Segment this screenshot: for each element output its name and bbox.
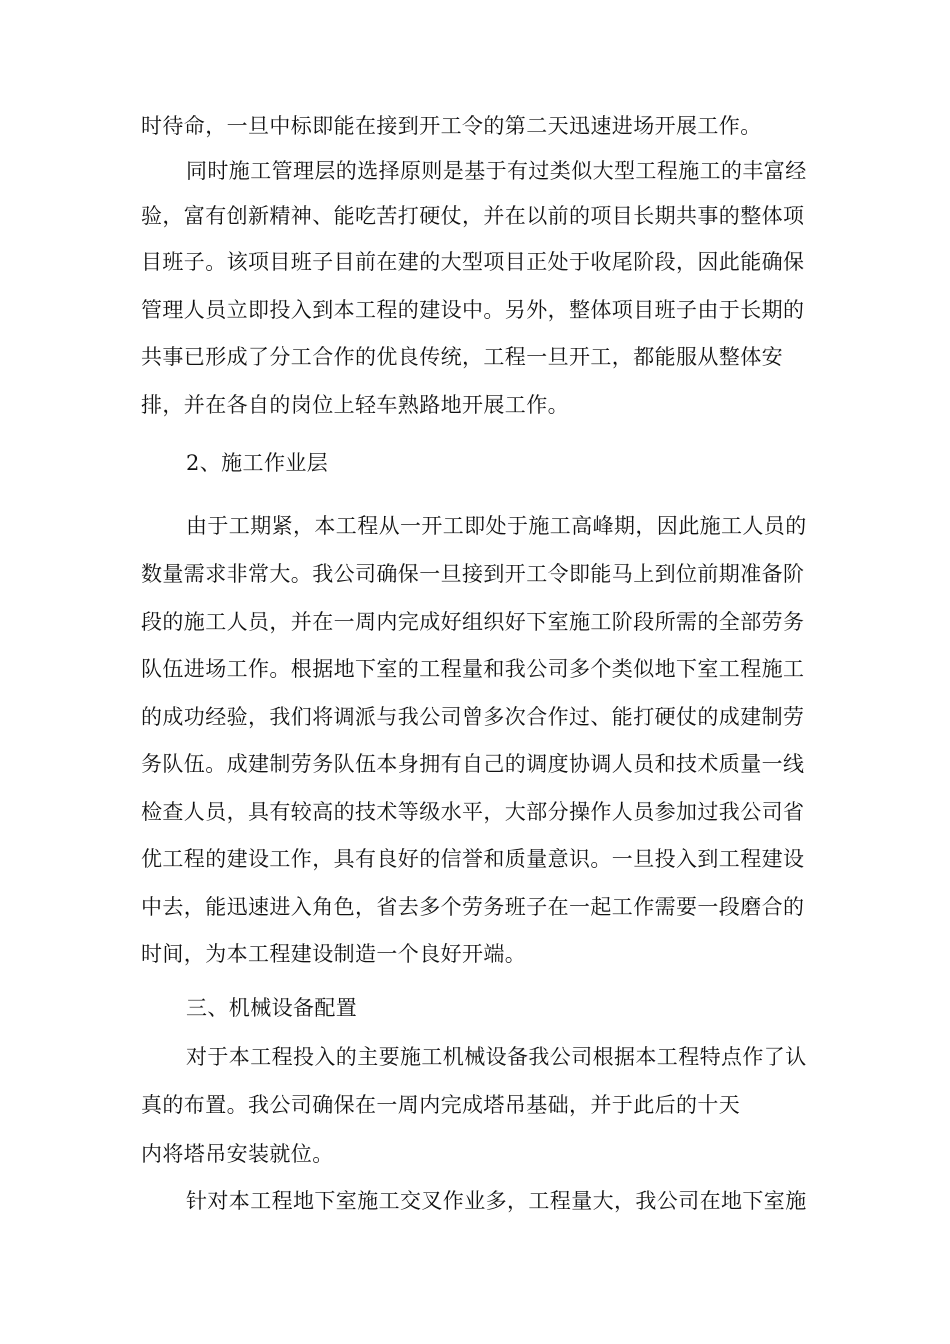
- paragraph-line: 同时施工管理层的选择原则是基于有过类似大型工程施工的丰富经: [186, 159, 807, 183]
- paragraph-line: 由于工期紧，本工程从一开工即处于施工高峰期，因此施工人员的: [186, 514, 807, 538]
- section-heading: 三、机械设备配置: [186, 996, 358, 1020]
- paragraph-line: 的成功经验，我们将调派与我公司曾多次合作过、能打硬仗的成建制劳: [141, 705, 805, 729]
- paragraph-line: 检查人员，具有较高的技术等级水平，大部分操作人员参加过我公司省: [141, 800, 805, 824]
- paragraph-line: 队伍进场工作。根据地下室的工程量和我公司多个类似地下室工程施工: [141, 657, 805, 681]
- paragraph-line: 对于本工程投入的主要施工机械设备我公司根据本工程特点作了认: [186, 1045, 807, 1069]
- section-heading: 2、施工作业层: [186, 451, 329, 475]
- paragraph-line: 验，富有创新精神、能吃苦打硬仗，并在以前的项目长期共事的整体项: [141, 204, 805, 228]
- paragraph-line: 共事已形成了分工合作的优良传统，工程一旦开工，都能服从整体安: [141, 345, 783, 369]
- paragraph-line: 管理人员立即投入到本工程的建设中。另外，整体项目班子由于长期的: [141, 298, 805, 322]
- paragraph-line: 排，并在各自的岗位上轻车熟路地开展工作。: [141, 393, 569, 417]
- paragraph-line: 时间，为本工程建设制造一个良好开端。: [141, 942, 527, 966]
- paragraph-line: 务队伍。成建制劳务队伍本身拥有自己的调度协调人员和技术质量一线: [141, 752, 805, 776]
- paragraph-line: 段的施工人员，并在一周内完成好组织好下室施工阶段所需的全部劳务: [141, 610, 805, 634]
- paragraph-line: 时待命，一旦中标即能在接到开工令的第二天迅速进场开展工作。: [141, 114, 762, 138]
- paragraph-line: 目班子。该项目班子目前在建的大型项目正处于收尾阶段，因此能确保: [141, 250, 805, 274]
- paragraph-line: 真的布置。我公司确保在一周内完成塔吊基础，并于此后的十天: [141, 1093, 741, 1117]
- paragraph-line: 优工程的建设工作，具有良好的信誉和质量意识。一旦投入到工程建设: [141, 847, 805, 871]
- paragraph-line: 中去，能迅速进入角色，省去多个劳务班子在一起工作需要一段磨合的: [141, 895, 805, 919]
- paragraph-line: 针对本工程地下室施工交叉作业多，工程量大，我公司在地下室施: [186, 1189, 807, 1213]
- paragraph-line: 内将塔吊安装就位。: [141, 1142, 334, 1166]
- paragraph-line: 数量需求非常大。我公司确保一旦接到开工令即能马上到位前期准备阶: [141, 562, 805, 586]
